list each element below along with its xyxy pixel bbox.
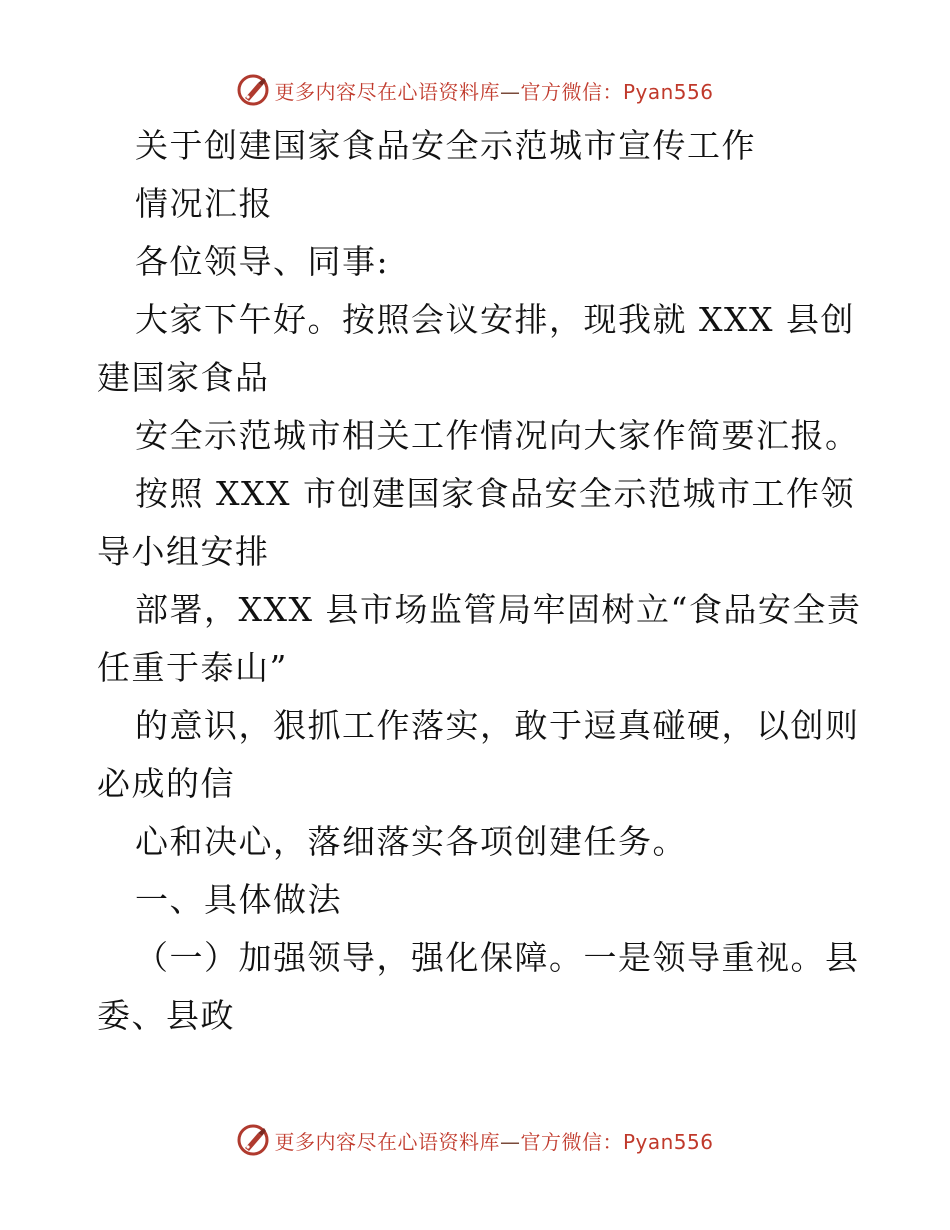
text-line: 情况汇报 <box>135 184 273 223</box>
text-line: （一）加强领导，强化保障。一是领导重视。县 <box>135 938 860 977</box>
text-line: 的意识，狠抓工作落实，敢于逗真碰硬，以创则 <box>135 706 860 745</box>
document-body <box>97 117 862 1045</box>
header-banner <box>0 70 950 110</box>
pen-nib-circle-icon <box>236 1123 270 1157</box>
footer-banner <box>0 1120 950 1160</box>
text-line: 委、县政 <box>97 996 235 1035</box>
text-line: 部署，XXX 县市场监管局牢固树立“食品安全责 <box>135 590 862 629</box>
footer-banner-text <box>274 1126 713 1155</box>
text-line: 按照 XXX 市创建国家食品安全示范城市工作领 <box>135 474 855 513</box>
text-line: 安全示范城市相关工作情况向大家作简要汇报。 <box>135 416 860 455</box>
header-banner-title: 更多内容尽在心语资料库 <box>274 79 500 104</box>
header-banner-dash: — <box>499 79 521 104</box>
text-line: 心和决心，落细落实各项创建任务。 <box>135 822 687 861</box>
text-line: 关于创建国家食品安全示范城市宣传工作 <box>135 126 756 165</box>
text-line: 一、具体做法 <box>135 880 342 919</box>
text-line: 必成的信 <box>97 764 235 803</box>
footer-banner-title: 更多内容尽在心语资料库 <box>274 1129 500 1154</box>
text-line: 各位领导、同事: <box>135 242 390 281</box>
footer-banner-dash: — <box>499 1129 521 1154</box>
text-line: 大家下午好。按照会议安排，现我就 XXX 县创 <box>135 300 855 339</box>
header-banner-contact: 官方微信：Pyan556 <box>520 79 714 104</box>
text-line: 任重于泰山” <box>97 648 288 687</box>
footer-banner-contact: 官方微信：Pyan556 <box>520 1129 714 1154</box>
text-line: 建国家食品 <box>97 358 270 397</box>
header-banner-text <box>274 76 713 105</box>
text-line: 导小组安排 <box>97 532 270 571</box>
pen-nib-circle-icon <box>236 73 270 107</box>
